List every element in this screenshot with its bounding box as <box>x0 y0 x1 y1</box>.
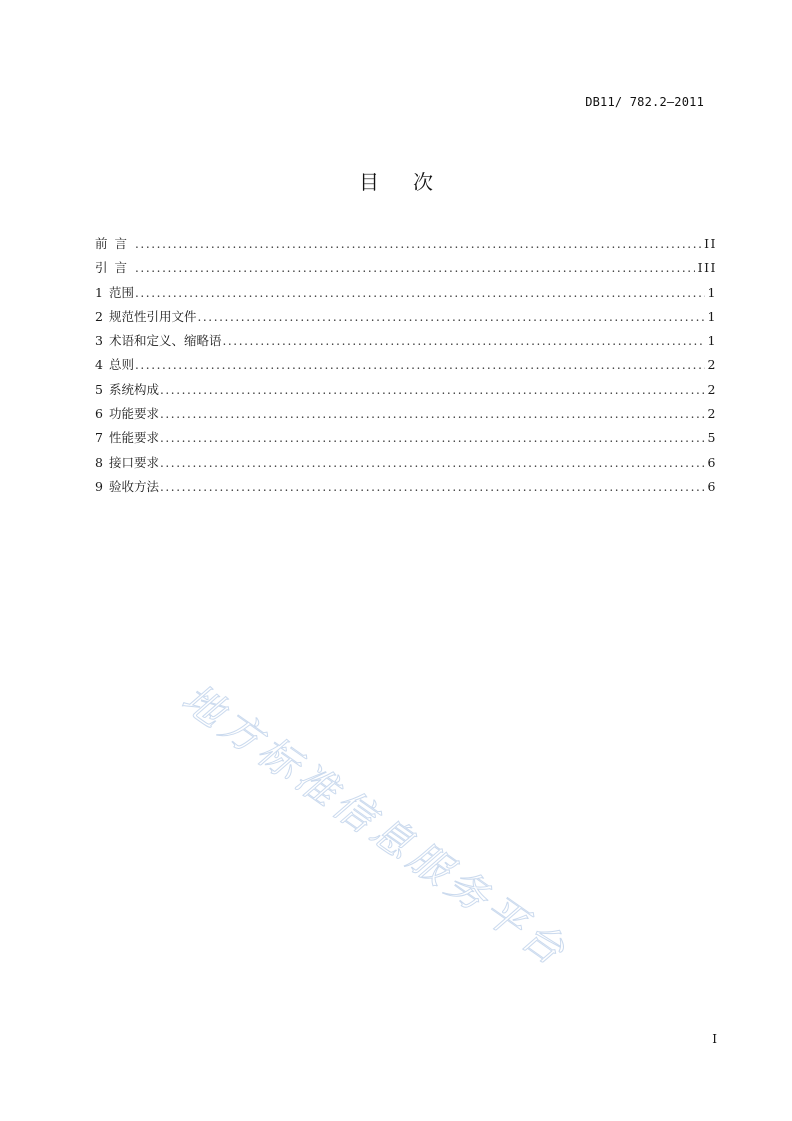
toc-entry-page: 2 <box>707 406 717 422</box>
document-code: DB11/ 782.2—2011 <box>585 95 704 109</box>
toc-entry-label: 规范性引用文件 <box>108 308 197 324</box>
toc-entry-number: 3 <box>95 333 103 349</box>
toc-entry-page: 2 <box>707 381 717 397</box>
toc-entry-page: 1 <box>707 308 717 324</box>
toc-entry-scope[interactable] <box>95 285 717 309</box>
toc-entry-page: 6 <box>707 478 717 494</box>
toc-entry-page: III <box>697 260 717 276</box>
toc-entry-number: 2 <box>95 308 103 324</box>
toc-entry-label: 总则 <box>108 357 134 373</box>
toc-entry-page: 2 <box>707 357 717 373</box>
toc-entry-page: 6 <box>707 454 717 470</box>
toc-entry-number: 4 <box>95 357 103 373</box>
toc-entry-performance-requirements[interactable] <box>95 430 717 454</box>
toc-entry-page: 1 <box>707 284 717 300</box>
toc-entry-label: 接口要求 <box>108 454 159 470</box>
toc-entry-label: 术语和定义、缩略语 <box>108 333 222 349</box>
toc-entry-number: 1 <box>95 284 103 300</box>
watermark: 地方标准信息服务平台 <box>173 675 577 977</box>
toc-entry-functional-requirements[interactable] <box>95 406 717 430</box>
toc-leader-dots <box>160 479 705 495</box>
toc-entry-page: 1 <box>707 333 717 349</box>
toc-leader-dots <box>160 382 705 398</box>
toc-title: 目次 <box>359 170 467 194</box>
toc-entry-label: 系统构成 <box>108 381 159 397</box>
toc-entry-label: 前言 <box>95 236 135 251</box>
toc-entry-number: 5 <box>95 381 103 397</box>
toc-entry-page: 5 <box>707 430 717 446</box>
table-of-contents <box>95 236 717 503</box>
toc-leader-dots <box>160 430 705 446</box>
toc-entry-foreword[interactable] <box>95 236 717 260</box>
toc-entry-label: 功能要求 <box>108 406 159 422</box>
toc-leader-dots <box>197 309 704 325</box>
toc-leader-dots <box>135 260 695 276</box>
toc-entry-label: 范围 <box>108 284 134 300</box>
toc-entry-number: 9 <box>95 478 103 494</box>
toc-leader-dots <box>160 406 705 422</box>
toc-entry-acceptance-methods[interactable] <box>95 479 717 503</box>
toc-entry-system-composition[interactable] <box>95 382 717 406</box>
toc-entry-label: 验收方法 <box>108 478 159 494</box>
toc-entry-page: II <box>704 236 717 251</box>
toc-entry-general-principles[interactable] <box>95 357 717 381</box>
toc-leader-dots <box>160 455 705 471</box>
toc-entry-normative-references[interactable] <box>95 309 717 333</box>
toc-entry-label: 性能要求 <box>108 430 159 446</box>
toc-entry-number: 8 <box>95 454 103 470</box>
toc-leader-dots <box>135 236 701 252</box>
toc-entry-terms-definitions[interactable] <box>95 333 717 357</box>
page-number: I <box>712 1032 717 1046</box>
toc-leader-dots <box>135 357 705 373</box>
toc-entry-number: 7 <box>95 430 103 446</box>
toc-entry-introduction[interactable] <box>95 260 717 284</box>
toc-entry-interface-requirements[interactable] <box>95 455 717 479</box>
toc-entry-label: 引言 <box>95 260 135 276</box>
toc-leader-dots <box>135 285 705 301</box>
toc-leader-dots <box>222 333 704 349</box>
toc-entry-number: 6 <box>95 406 103 422</box>
